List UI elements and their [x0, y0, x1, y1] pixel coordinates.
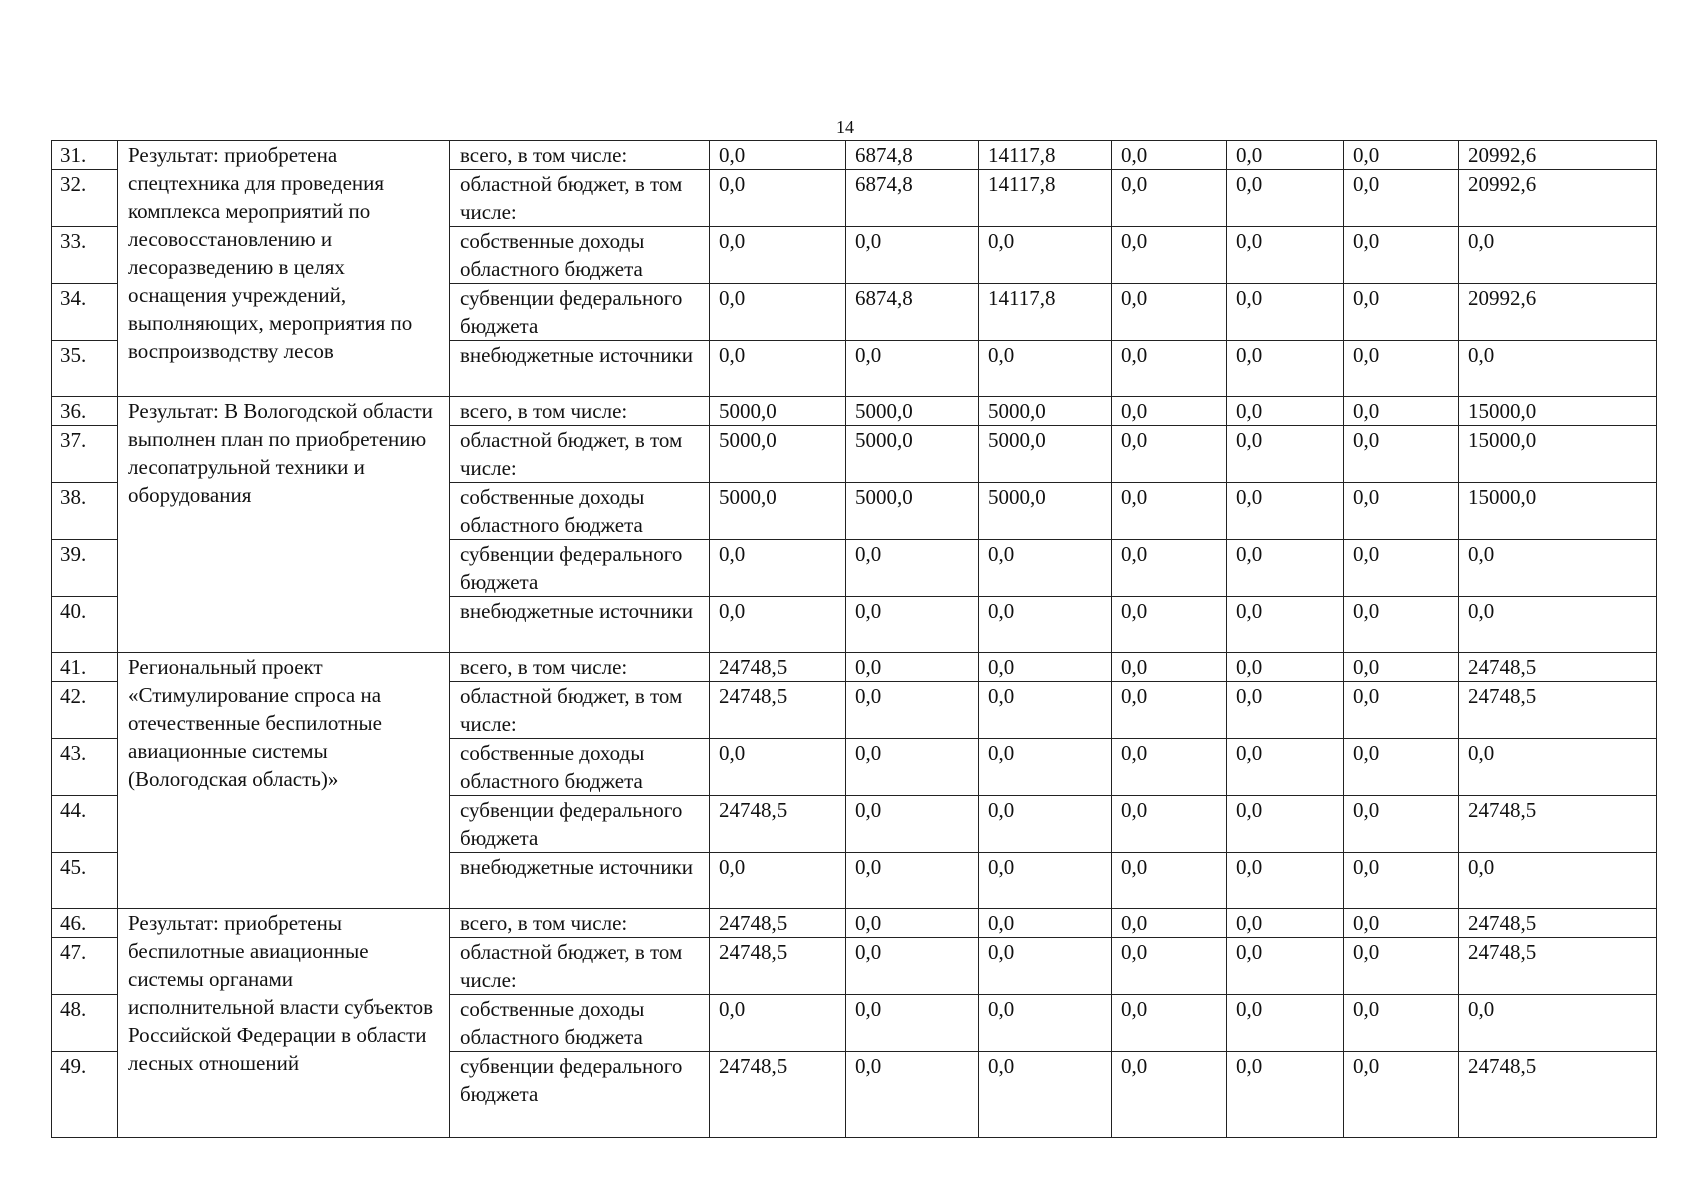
amount-cell: 0,0	[979, 1052, 1112, 1138]
amount-cell: 24748,5	[710, 1052, 846, 1138]
group-label: Результат: приобретены беспилотные авиационные системы органами исполнительной власти субъектов Российской Федерации в области лесных отношений	[118, 909, 450, 1138]
amount-cell: 0,0	[979, 938, 1112, 995]
amount-cell: 0,0	[710, 341, 846, 397]
amount-cell: 24748,5	[1459, 653, 1657, 682]
amount-cell: 0,0	[1344, 284, 1459, 341]
row-number: 48.	[52, 995, 118, 1052]
amount-cell: 0,0	[1112, 227, 1227, 284]
funding-source: областной бюджет, в том числе:	[450, 938, 710, 995]
amount-cell: 0,0	[1227, 426, 1344, 483]
amount-cell: 0,0	[1112, 909, 1227, 938]
amount-cell: 0,0	[846, 341, 979, 397]
amount-cell: 0,0	[846, 739, 979, 796]
amount-cell: 0,0	[1112, 597, 1227, 653]
amount-cell: 0,0	[1227, 170, 1344, 227]
amount-cell: 24748,5	[1459, 909, 1657, 938]
amount-cell: 20992,6	[1459, 170, 1657, 227]
row-number: 37.	[52, 426, 118, 483]
amount-cell: 0,0	[1227, 653, 1344, 682]
amount-cell: 5000,0	[710, 483, 846, 540]
amount-cell: 0,0	[979, 540, 1112, 597]
funding-source: всего, в том числе:	[450, 397, 710, 426]
amount-cell: 0,0	[1112, 141, 1227, 170]
funding-source: собственные доходы областного бюджета	[450, 227, 710, 284]
row-number: 45.	[52, 853, 118, 909]
row-number: 39.	[52, 540, 118, 597]
amount-cell: 0,0	[1112, 426, 1227, 483]
row-number: 32.	[52, 170, 118, 227]
amount-cell: 0,0	[1227, 141, 1344, 170]
amount-cell: 0,0	[1459, 341, 1657, 397]
amount-cell: 0,0	[979, 739, 1112, 796]
amount-cell: 0,0	[1344, 540, 1459, 597]
amount-cell: 0,0	[1459, 853, 1657, 909]
amount-cell: 24748,5	[1459, 1052, 1657, 1138]
amount-cell: 0,0	[1344, 141, 1459, 170]
amount-cell: 14117,8	[979, 141, 1112, 170]
funding-source: областной бюджет, в том числе:	[450, 426, 710, 483]
row-number: 35.	[52, 341, 118, 397]
amount-cell: 0,0	[1227, 1052, 1344, 1138]
amount-cell: 0,0	[846, 653, 979, 682]
amount-cell: 0,0	[979, 597, 1112, 653]
funding-source: областной бюджет, в том числе:	[450, 682, 710, 739]
amount-cell: 0,0	[710, 170, 846, 227]
amount-cell: 0,0	[710, 597, 846, 653]
amount-cell: 0,0	[1227, 597, 1344, 653]
row-number: 38.	[52, 483, 118, 540]
amount-cell: 0,0	[1344, 1052, 1459, 1138]
funding-source: субвенции федерального бюджета	[450, 540, 710, 597]
amount-cell: 0,0	[846, 995, 979, 1052]
amount-cell: 0,0	[1344, 397, 1459, 426]
amount-cell: 0,0	[710, 853, 846, 909]
amount-cell: 0,0	[1112, 397, 1227, 426]
amount-cell: 5000,0	[979, 426, 1112, 483]
amount-cell: 14117,8	[979, 170, 1112, 227]
amount-cell: 0,0	[710, 995, 846, 1052]
amount-cell: 0,0	[1227, 341, 1344, 397]
amount-cell: 0,0	[1112, 341, 1227, 397]
amount-cell: 0,0	[1344, 227, 1459, 284]
row-number: 49.	[52, 1052, 118, 1138]
amount-cell: 0,0	[710, 739, 846, 796]
amount-cell: 0,0	[1227, 739, 1344, 796]
table-row	[52, 653, 1657, 682]
amount-cell: 0,0	[1344, 739, 1459, 796]
amount-cell: 0,0	[979, 227, 1112, 284]
amount-cell: 24748,5	[1459, 796, 1657, 853]
amount-cell: 0,0	[1344, 853, 1459, 909]
amount-cell: 0,0	[846, 1052, 979, 1138]
amount-cell: 24748,5	[710, 796, 846, 853]
amount-cell: 0,0	[1344, 653, 1459, 682]
table-row	[52, 397, 1657, 426]
amount-cell: 0,0	[1459, 540, 1657, 597]
amount-cell: 0,0	[1344, 426, 1459, 483]
amount-cell: 0,0	[979, 682, 1112, 739]
amount-cell: 5000,0	[846, 483, 979, 540]
amount-cell: 0,0	[979, 341, 1112, 397]
group-label: Результат: В Вологодской области выполнен план по приобретению лесопатрульной техники и оборудования	[118, 397, 450, 653]
amount-cell: 0,0	[1344, 483, 1459, 540]
amount-cell: 24748,5	[1459, 682, 1657, 739]
row-number: 47.	[52, 938, 118, 995]
amount-cell: 15000,0	[1459, 483, 1657, 540]
amount-cell: 0,0	[710, 540, 846, 597]
funding-source: внебюджетные источники	[450, 341, 710, 397]
amount-cell: 0,0	[1112, 540, 1227, 597]
amount-cell: 0,0	[1112, 1052, 1227, 1138]
amount-cell: 0,0	[1344, 341, 1459, 397]
funding-source: собственные доходы областного бюджета	[450, 995, 710, 1052]
amount-cell: 15000,0	[1459, 426, 1657, 483]
amount-cell: 0,0	[1227, 796, 1344, 853]
row-number: 36.	[52, 397, 118, 426]
funding-source: собственные доходы областного бюджета	[450, 483, 710, 540]
amount-cell: 0,0	[1227, 284, 1344, 341]
table-row	[52, 909, 1657, 938]
group-label: Региональный проект «Стимулирование спроса на отечественные беспилотные авиационные системы (Вологодская область)»	[118, 653, 450, 909]
amount-cell: 6874,8	[846, 284, 979, 341]
amount-cell: 0,0	[1459, 227, 1657, 284]
row-number: 31.	[52, 141, 118, 170]
amount-cell: 5000,0	[710, 397, 846, 426]
funding-source: субвенции федерального бюджета	[450, 796, 710, 853]
amount-cell: 0,0	[979, 909, 1112, 938]
amount-cell: 15000,0	[1459, 397, 1657, 426]
amount-cell: 0,0	[846, 227, 979, 284]
amount-cell: 0,0	[1227, 938, 1344, 995]
amount-cell: 0,0	[1459, 597, 1657, 653]
amount-cell: 0,0	[1112, 284, 1227, 341]
row-number: 40.	[52, 597, 118, 653]
amount-cell: 0,0	[1344, 909, 1459, 938]
amount-cell: 0,0	[1344, 597, 1459, 653]
amount-cell: 0,0	[1227, 853, 1344, 909]
amount-cell: 6874,8	[846, 141, 979, 170]
budget-table	[51, 140, 1657, 1138]
amount-cell: 0,0	[979, 995, 1112, 1052]
amount-cell: 0,0	[979, 796, 1112, 853]
amount-cell: 24748,5	[1459, 938, 1657, 995]
page-number: 14	[836, 117, 854, 137]
amount-cell: 0,0	[1112, 170, 1227, 227]
amount-cell: 0,0	[1112, 682, 1227, 739]
funding-source: собственные доходы областного бюджета	[450, 739, 710, 796]
row-number: 46.	[52, 909, 118, 938]
funding-source: внебюджетные источники	[450, 597, 710, 653]
amount-cell: 0,0	[1227, 682, 1344, 739]
amount-cell: 0,0	[710, 284, 846, 341]
amount-cell: 0,0	[1227, 483, 1344, 540]
amount-cell: 6874,8	[846, 170, 979, 227]
amount-cell: 0,0	[1227, 540, 1344, 597]
funding-source: субвенции федерального бюджета	[450, 284, 710, 341]
amount-cell: 5000,0	[979, 483, 1112, 540]
amount-cell: 0,0	[1227, 909, 1344, 938]
amount-cell: 0,0	[846, 909, 979, 938]
row-number: 42.	[52, 682, 118, 739]
table-row	[52, 141, 1657, 170]
amount-cell: 0,0	[1227, 995, 1344, 1052]
amount-cell: 14117,8	[979, 284, 1112, 341]
amount-cell: 24748,5	[710, 938, 846, 995]
row-number: 34.	[52, 284, 118, 341]
amount-cell: 0,0	[1112, 853, 1227, 909]
amount-cell: 0,0	[1459, 739, 1657, 796]
amount-cell: 0,0	[846, 540, 979, 597]
funding-source: внебюджетные источники	[450, 853, 710, 909]
amount-cell: 24748,5	[710, 653, 846, 682]
amount-cell: 24748,5	[710, 682, 846, 739]
funding-source: всего, в том числе:	[450, 653, 710, 682]
amount-cell: 5000,0	[846, 426, 979, 483]
amount-cell: 0,0	[1344, 682, 1459, 739]
funding-source: всего, в том числе:	[450, 909, 710, 938]
row-number: 41.	[52, 653, 118, 682]
amount-cell: 0,0	[1344, 796, 1459, 853]
funding-source: всего, в том числе:	[450, 141, 710, 170]
amount-cell: 0,0	[1344, 170, 1459, 227]
amount-cell: 0,0	[846, 682, 979, 739]
amount-cell: 0,0	[1112, 739, 1227, 796]
amount-cell: 0,0	[1112, 995, 1227, 1052]
amount-cell: 0,0	[846, 597, 979, 653]
amount-cell: 0,0	[710, 227, 846, 284]
amount-cell: 5000,0	[846, 397, 979, 426]
amount-cell: 0,0	[846, 796, 979, 853]
amount-cell: 0,0	[846, 853, 979, 909]
row-number: 43.	[52, 739, 118, 796]
group-label: Результат: приобретена спецтехника для проведения комплекса мероприятий по лесовосстановлению и лесоразведению в целях оснащения учреждений, выполняющих, мероприятия по воспроизводству лесов	[118, 141, 450, 397]
amount-cell: 5000,0	[979, 397, 1112, 426]
amount-cell: 0,0	[979, 653, 1112, 682]
amount-cell: 20992,6	[1459, 141, 1657, 170]
amount-cell: 0,0	[1112, 653, 1227, 682]
amount-cell: 0,0	[1112, 796, 1227, 853]
amount-cell: 0,0	[710, 141, 846, 170]
funding-source: областной бюджет, в том числе:	[450, 170, 710, 227]
row-number: 33.	[52, 227, 118, 284]
amount-cell: 24748,5	[710, 909, 846, 938]
amount-cell: 0,0	[979, 853, 1112, 909]
amount-cell: 0,0	[1227, 227, 1344, 284]
amount-cell: 0,0	[1344, 995, 1459, 1052]
amount-cell: 20992,6	[1459, 284, 1657, 341]
amount-cell: 0,0	[1459, 995, 1657, 1052]
amount-cell: 0,0	[846, 938, 979, 995]
row-number: 44.	[52, 796, 118, 853]
amount-cell: 0,0	[1112, 938, 1227, 995]
amount-cell: 0,0	[1227, 397, 1344, 426]
amount-cell: 5000,0	[710, 426, 846, 483]
amount-cell: 0,0	[1112, 483, 1227, 540]
funding-source: субвенции федерального бюджета	[450, 1052, 710, 1138]
amount-cell: 0,0	[1344, 938, 1459, 995]
